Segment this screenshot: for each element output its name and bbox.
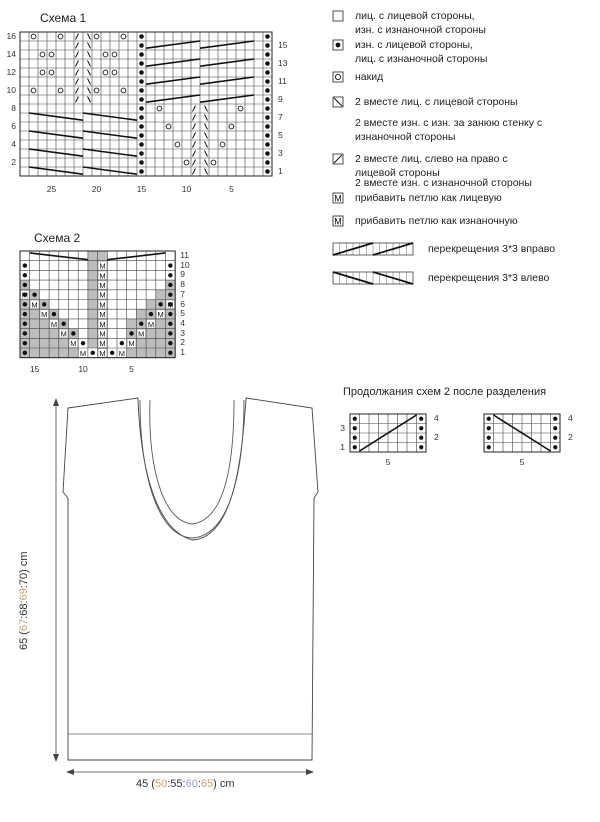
m-increase-mark: M [41, 310, 48, 320]
purl-dot [168, 302, 172, 306]
gray-cell [39, 348, 49, 358]
gray-cell [88, 270, 98, 280]
purl-dot [553, 445, 557, 449]
legend-label: изн. с лицевой стороны, [355, 39, 474, 51]
purl-dot [265, 70, 270, 75]
row-number: 2 [11, 157, 16, 167]
purl-dot [139, 70, 144, 75]
m-increase-mark: M [99, 290, 106, 300]
purl-dot [168, 331, 172, 335]
row-number: 2 [434, 432, 439, 442]
gray-cell [88, 280, 98, 290]
row-number: 11 [278, 76, 287, 86]
decrease-right-line [88, 88, 91, 94]
purl-dot [139, 124, 144, 129]
purl-dot [265, 169, 270, 174]
purl-dot [139, 52, 144, 57]
gray-cell [49, 338, 59, 348]
purl-dot [265, 151, 270, 156]
row-number: 16 [6, 31, 16, 41]
m-increase-mark: M [99, 261, 106, 271]
gray-cell [39, 329, 49, 339]
purl-dot [139, 43, 144, 48]
purl-dot [139, 88, 144, 93]
yarn-over-circle [184, 160, 189, 165]
gray-cell [39, 338, 49, 348]
width-size-4: 65 [200, 778, 214, 790]
decrease-right-line [88, 61, 91, 67]
legend-label: 2 вместе лиц. с лицевой стороны [355, 96, 518, 108]
gray-cell [30, 319, 40, 329]
legend-label: прибавить петлю как изнаночную [355, 215, 518, 227]
decrease-right-line [205, 151, 208, 157]
yarn-over-circle [121, 88, 126, 93]
purl-dot [23, 283, 27, 287]
purl-dot [139, 97, 144, 102]
yarn-over-circle [31, 34, 36, 39]
decrease-left-line [76, 70, 79, 76]
purl-dot [265, 61, 270, 66]
purl-dot [139, 169, 144, 174]
purl-dot [265, 106, 270, 111]
legend-label: изн. с изнаночной стороны [355, 24, 486, 36]
purl-dot [120, 341, 124, 345]
m-increase-mark: M [99, 271, 106, 281]
row-number: 8 [11, 103, 16, 113]
gray-cell [69, 348, 79, 358]
m-increase-mark: M [50, 319, 58, 329]
purl-dot [23, 331, 27, 335]
purl-dot [52, 312, 56, 316]
gray-cell [88, 319, 98, 329]
gray-cell [59, 338, 69, 348]
m-increase-mark: M [147, 319, 155, 329]
decrease-left-line [76, 97, 79, 103]
height-size-3: 69 [18, 588, 30, 601]
purl-dot [353, 426, 357, 430]
purl-dot [168, 283, 172, 287]
gray-cell [88, 290, 98, 300]
row-number: 7 [278, 112, 283, 122]
row-number: 3 [180, 327, 185, 338]
width-arrowhead-right [306, 769, 314, 775]
purl-dot [487, 417, 491, 421]
purl-dot [265, 97, 270, 102]
purl-dot [265, 133, 270, 138]
gray-cell [156, 290, 166, 300]
gray-cell [146, 348, 156, 358]
row-number: 13 [278, 58, 288, 68]
m-increase-mark: M [99, 329, 106, 339]
col-number: 5 [129, 363, 134, 374]
row-number: 1 [278, 166, 283, 176]
legend-label: накид [355, 71, 384, 83]
decrease-right-line [205, 142, 208, 148]
purl-dot [23, 351, 27, 355]
purl-dot [265, 43, 270, 48]
row-number: 8 [180, 279, 185, 290]
yarn-over-circle [157, 106, 162, 111]
continuation-title: Продолжания схем 2 после разделения [343, 386, 547, 398]
row-number: 12 [6, 67, 16, 77]
purl-dot [353, 445, 357, 449]
row-number: 11 [180, 250, 190, 260]
yarn-over-circle [229, 124, 234, 129]
row-number: 4 [11, 139, 16, 149]
gray-cell [146, 338, 156, 348]
gray-cell [156, 319, 166, 329]
gray-cell [136, 348, 146, 358]
yarn-over-circle [211, 160, 216, 165]
row-number: 7 [180, 288, 185, 299]
gray-cell [88, 309, 98, 319]
decrease-left-line [193, 115, 196, 121]
height-dimension-label: 65 (67:68:69:70) cm [18, 551, 30, 650]
height-arrowhead-top [53, 398, 59, 406]
purl-dot [139, 133, 144, 138]
col-number: 10 [78, 363, 88, 374]
yarn-over-circle [103, 70, 108, 75]
purl-dot [139, 160, 144, 165]
gray-cell [30, 338, 40, 348]
neckline-outer [140, 400, 244, 538]
width-size-2: 55 [170, 778, 183, 790]
gray-cell [136, 338, 146, 348]
gray-cell [88, 329, 98, 339]
m-increase-mark: M [99, 280, 106, 290]
garment-outline [63, 398, 318, 760]
gray-cell [88, 261, 98, 271]
gray-cell [59, 348, 69, 358]
purl-dot [265, 160, 270, 165]
row-number: 14 [6, 49, 16, 59]
m-increase-mark: M [70, 339, 77, 349]
decrease-right-line [88, 79, 91, 85]
yarn-over-circle [40, 70, 45, 75]
m-increase-mark: M [99, 310, 106, 320]
gray-cell [146, 329, 156, 339]
purl-dot [265, 88, 270, 93]
row-number: 2 [180, 337, 185, 348]
height-size-4: 70 [18, 572, 30, 586]
purl-dot [42, 302, 46, 306]
decrease-left-line [76, 34, 79, 40]
col-number: 5 [385, 457, 391, 467]
purl-dot [265, 124, 270, 129]
purl-dot [419, 417, 423, 421]
width-size-1: 50 [154, 778, 168, 790]
yarn-over-circle [49, 52, 54, 57]
decrease-left-line [193, 169, 196, 175]
decrease-right-line [205, 169, 208, 175]
purl-dot [168, 273, 172, 277]
purl-dot [419, 445, 423, 449]
purl-dot [91, 351, 95, 355]
gray-cell [88, 338, 98, 348]
purl-dot [168, 312, 172, 316]
purl-dot [110, 351, 114, 355]
width-dimension-label: 45 (50:55:60:65) cm [136, 778, 235, 790]
width-arrowhead-left [66, 769, 74, 775]
purl-dot [419, 436, 423, 440]
purl-dot [139, 79, 144, 84]
row-number: 10 [180, 259, 190, 270]
gray-cell [88, 300, 98, 310]
purl-dot [23, 273, 27, 277]
legend-label: перекрещения 3*3 вправо [428, 243, 556, 255]
width-size-3: 60 [185, 778, 198, 790]
yarn-over-circle [112, 70, 117, 75]
purl-dot [353, 436, 357, 440]
col-number: 20 [91, 184, 102, 194]
decrease-right-line [88, 43, 91, 49]
m-increase-mark: M [99, 339, 106, 349]
purl-dot [487, 445, 491, 449]
yarn-over-circle [175, 142, 180, 147]
decrease-left-line [193, 151, 196, 157]
purl-dot [71, 331, 75, 335]
purl-dot [23, 292, 27, 296]
row-number: 5 [180, 308, 185, 319]
purl-dot [139, 115, 144, 120]
yarn-over-circle [94, 88, 99, 93]
purl-dot [353, 417, 357, 421]
yarn-over-circle [220, 142, 225, 147]
decrease-right-line [205, 160, 208, 166]
decrease-left-line [193, 106, 196, 112]
legend-label: изнаночной стороны [355, 131, 456, 143]
row-number: 3 [278, 148, 283, 158]
gray-cell [30, 309, 40, 319]
m-increase-mark: M [60, 329, 67, 339]
gray-cell [146, 300, 156, 310]
row-number: 4 [434, 413, 439, 423]
row-number: 6 [11, 121, 16, 131]
purl-dot [168, 263, 172, 267]
m-increase-mark: M [99, 348, 106, 358]
empty-square-icon [333, 11, 343, 21]
gray-cell [39, 319, 49, 329]
decrease-right-line [205, 124, 208, 130]
purl-dot [23, 263, 27, 267]
purl-dot [168, 322, 172, 326]
gray-cell [49, 348, 59, 358]
purl-dot [149, 312, 153, 316]
col-number: 25 [46, 184, 57, 194]
legend-label: перекрещения 3*3 влево [428, 272, 550, 284]
purl-dot [23, 341, 27, 345]
m-increase-mark: M [79, 348, 87, 358]
m-increase-mark: M [99, 319, 106, 329]
height-arrowhead-bottom [53, 754, 59, 762]
legend-label: 2 вместе лиц. слево на право с [355, 153, 508, 165]
decrease-right-line [205, 115, 208, 121]
legend-label: 2 вместе изн. с изн. за занюю стенку с [355, 117, 543, 129]
scheme1-title: Схема 1 [40, 11, 87, 25]
dot-square-icon [336, 43, 341, 48]
purl-dot [265, 115, 270, 120]
decrease-right-line [88, 97, 91, 103]
neckline-inner [150, 400, 234, 524]
yarn-over-circle [238, 106, 243, 111]
yarn-over-circle [94, 34, 99, 39]
decrease-right-line [205, 133, 208, 139]
yarn-over-circle [166, 124, 171, 129]
yarn-over-circle [58, 88, 63, 93]
purl-dot [139, 106, 144, 111]
row-number: 15 [278, 40, 288, 50]
yarn-over-circle [58, 34, 63, 39]
yarn-over-circle [31, 88, 36, 93]
row-number: 5 [278, 130, 283, 140]
legend-label: 2 вместе изн. с изнаночной стороны [355, 177, 532, 189]
purl-dot [139, 142, 144, 147]
height-size-1: 67 [18, 618, 30, 632]
purl-dot [419, 426, 423, 430]
decrease-left-line [76, 43, 79, 49]
m-increase-mark: M [138, 329, 145, 339]
purl-dot [139, 151, 144, 156]
m-square-icon: M [334, 193, 342, 204]
yarn-over-circle [40, 52, 45, 57]
yarn-over-circle [103, 52, 108, 57]
row-number: 9 [278, 94, 283, 104]
col-number: 15 [136, 184, 147, 194]
legend-label: лиц. с изнаночной стороны [355, 53, 488, 65]
purl-dot [32, 292, 36, 296]
decrease-left-line [193, 142, 196, 148]
purl-dot [158, 302, 162, 306]
decrease-left-line [76, 88, 79, 94]
decrease-left-line [76, 61, 79, 67]
gray-cell [30, 348, 40, 358]
height-size-2: 68 [18, 603, 30, 616]
row-number: 4 [180, 317, 185, 328]
purl-dot [61, 322, 65, 326]
m-increase-mark: M [118, 348, 125, 358]
row-number: 10 [6, 85, 16, 95]
yarn-over-circle [49, 70, 54, 75]
purl-dot [168, 351, 172, 355]
gray-cell [127, 319, 137, 329]
purl-dot [139, 34, 144, 39]
purl-dot [265, 79, 270, 84]
purl-dot [23, 302, 27, 306]
scheme2-title: Схема 2 [34, 231, 81, 245]
gray-cell [49, 329, 59, 339]
legend-label: лицевой стороны [355, 167, 440, 179]
purl-dot [139, 61, 144, 66]
purl-dot [487, 436, 491, 440]
legend-label: лиц. с лицевой стороны, [355, 10, 475, 22]
decrease-right-line [88, 70, 91, 76]
gray-cell [98, 251, 108, 261]
gray-cell [136, 309, 146, 319]
purl-dot [265, 34, 270, 39]
purl-dot [265, 142, 270, 147]
purl-dot [487, 426, 491, 430]
m-increase-mark: M [31, 300, 38, 310]
row-number: 6 [180, 298, 185, 309]
col-number: 10 [181, 184, 192, 194]
purl-dot [168, 292, 172, 296]
row-number: 1 [340, 441, 345, 452]
decrease-left-line [76, 79, 79, 85]
col-number: 5 [519, 457, 525, 467]
yarn-over-circle [112, 52, 117, 57]
gray-cell [156, 348, 166, 358]
decrease-left-line [193, 133, 196, 139]
gray-cell [30, 329, 40, 339]
col-number: 5 [229, 184, 234, 194]
row-number: 2 [568, 432, 573, 442]
decrease-right-line [88, 52, 91, 58]
col-number: 15 [29, 363, 40, 374]
m-increase-mark: M [157, 310, 164, 320]
gray-cell [127, 348, 137, 358]
row-number: 3 [340, 422, 345, 433]
m-increase-mark: M [99, 300, 106, 310]
gray-cell [156, 329, 166, 339]
decrease-left-line [193, 124, 196, 130]
gray-cell [88, 251, 98, 261]
m-increase-mark: M [128, 339, 135, 349]
row-number: 9 [180, 269, 185, 280]
purl-dot [553, 417, 557, 421]
m-square-icon: M [334, 216, 342, 227]
circle-square-icon [333, 72, 343, 82]
row-number: 1 [180, 347, 185, 357]
purl-dot [129, 331, 133, 335]
width-main: 45 [136, 778, 149, 790]
purl-dot [139, 322, 143, 326]
height-main: 65 [18, 637, 30, 650]
yarn-over-circle [121, 34, 126, 39]
purl-dot [265, 52, 270, 57]
decrease-left-line [193, 160, 196, 166]
width-unit: cm [219, 778, 235, 790]
legend-label: прибавить петлю как лицевую [355, 192, 502, 204]
gray-cell [156, 338, 166, 348]
decrease-right-line [205, 106, 208, 112]
decrease-right-line [88, 34, 91, 40]
row-number: 4 [568, 413, 573, 423]
purl-dot [168, 341, 172, 345]
purl-dot [81, 341, 85, 345]
purl-dot [23, 312, 27, 316]
purl-dot [23, 322, 27, 326]
decrease-left-line [76, 52, 79, 58]
height-unit: cm [18, 551, 30, 567]
purl-dot [553, 436, 557, 440]
purl-dot [553, 426, 557, 430]
